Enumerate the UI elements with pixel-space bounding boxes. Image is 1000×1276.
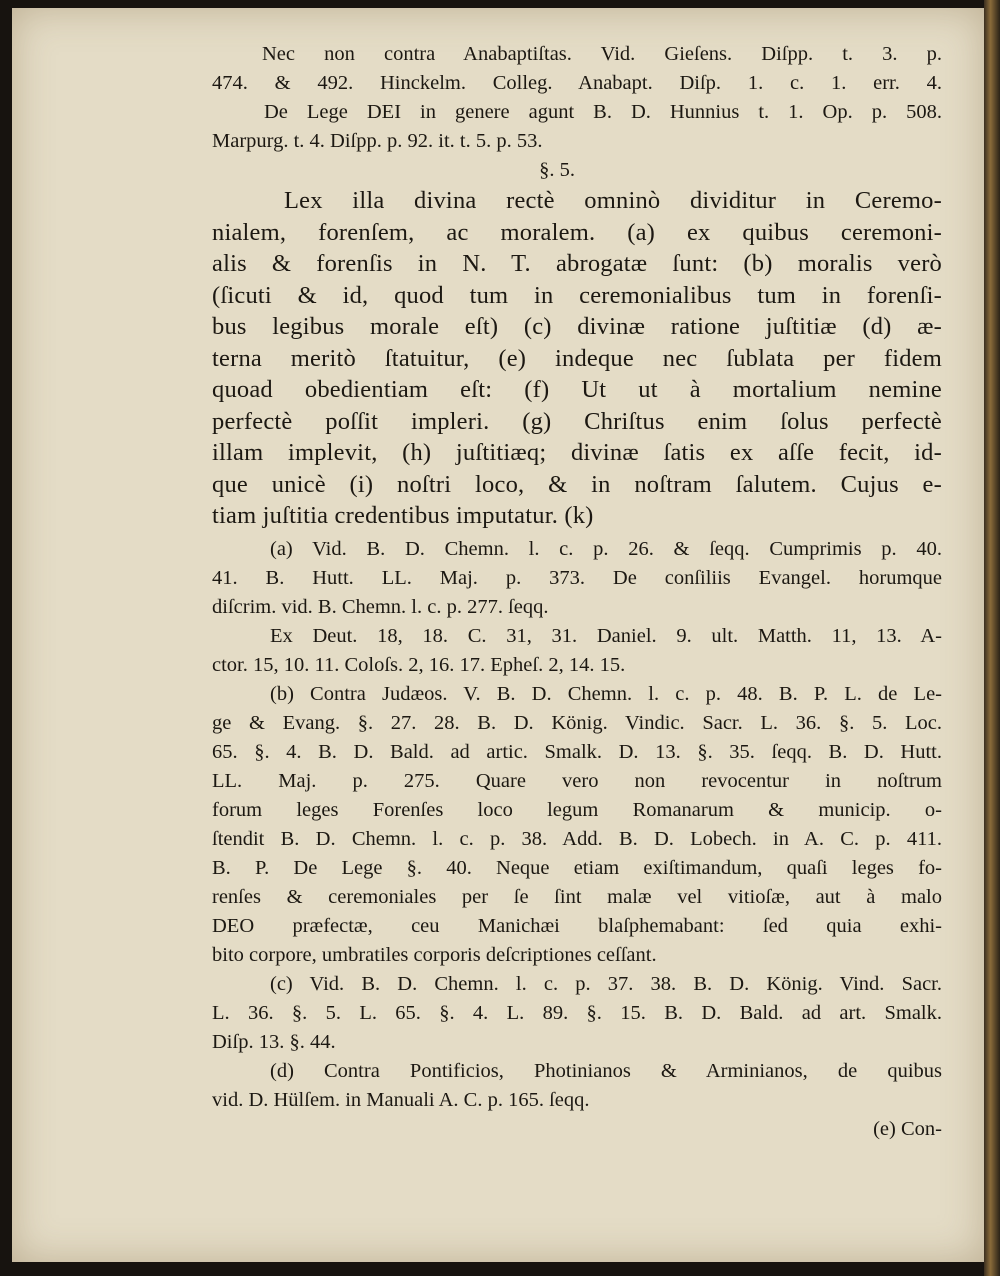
text-line: De Lege DEI in genere agunt B. D. Hunnius t. 1. Op. p. 508. [264,101,942,123]
catchword: (e) Con- [873,1117,942,1140]
text-line: alis & forenſis in N. T. abrogatæ ſunt: (b) moralis verò [212,250,942,277]
section-heading: §. 5. [539,159,575,181]
text-line: tiam juſtitia credentibus imputatur. (k) [212,502,594,529]
text-line: Nec non contra Anabaptiſtas. Vid. Gieſens. Diſpp. t. 3. p. [262,43,942,65]
text-line: terna meritò ſtatuitur, (e) indeque nec ſublata per fidem [212,344,942,372]
text-line: nialem, forenſem, ac moralem. (a) ex quibus ceremoni- [212,218,942,246]
footnote-line: (a) Vid. B. D. Chemn. l. c. p. 26. & ſeqq. Cumprimis p. 40. [270,537,942,560]
footnote-line: diſcrim. vid. B. Chemn. l. c. p. 277. ſeqq. [212,595,549,618]
footnote-line: renſes & ceremoniales per ſe ſint malæ vel vitioſæ, aut à malo [212,885,942,908]
footnote-line: ge & Evang. §. 27. 28. B. D. König. Vindic. Sacr. L. 36. §. 5. Loc. [212,711,942,734]
footnote-line: (c) Vid. B. D. Chemn. l. c. p. 37. 38. B. D. König. Vind. Sacr. [270,972,942,995]
footnote-line: (b) Contra Judæos. V. B. D. Chemn. l. c. p. 48. B. P. L. de Le- [270,682,942,705]
footnote-line: forum leges Forenſes loco legum Romanarum & municip. o- [212,798,942,821]
footnote-line: Ex Deut. 18, 18. C. 31, 31. Daniel. 9. ult. Matth. 11, 13. A- [270,624,942,647]
footnote-line: (d) Contra Pontificios, Photinianos & Arminianos, de quibus [270,1059,942,1082]
text-line: bus legibus morale eſt) (c) divinæ ratione juſtitiæ (d) æ- [212,313,942,340]
footnote-line: 65. §. 4. B. D. Bald. ad artic. Smalk. D. 13. §. 35. ſeqq. B. D. Hutt. [212,740,942,763]
text-line: 474. & 492. Hinckelm. Colleg. Anabapt. Diſp. 1. c. 1. err. 4. [212,72,942,94]
text-line: illam implevit, (h) juſtitiæq; divinæ ſatis ex aſſe fecit, id- [212,439,942,466]
footnote-line: bito corpore, umbratiles corporis deſcriptiones ceſſant. [212,943,657,966]
binding-edge [984,0,1000,1276]
footnote-line: Diſp. 13. §. 44. [212,1030,336,1053]
footnote-line: B. P. De Lege §. 40. Neque etiam exiſtimandum, quaſi leges fo- [212,856,942,879]
footnote-line: ctor. 15, 10. 11. Coloſs. 2, 16. 17. Epheſ. 2, 14. 15. [212,653,626,676]
footnote-line: ſtendit B. D. Chemn. l. c. p. 38. Add. B. D. Lobech. in A. C. p. 411. [212,827,942,850]
text-line: Marpurg. t. 4. Diſpp. p. 92. it. t. 5. p. 53. [212,130,543,152]
text-line: que unicè (i) noſtri loco, & in noſtram ſalutem. Cujus e- [212,470,942,498]
text-line: perfectè poſſit impleri. (g) Chriſtus enim ſolus perfectè [212,407,942,435]
page-text [212,40,942,1144]
text-line: (ſicuti & id, quod tum in ceremonialibus tum in forenſi- [212,281,942,309]
footnote-line: LL. Maj. p. 275. Quare vero non revocentur in noſtrum [212,769,942,792]
text-line: Lex illa divina rectè omninò dividitur in Ceremo- [284,187,942,214]
footnote-line: L. 36. §. 5. L. 65. §. 4. L. 89. §. 15. B. D. Bald. ad art. Smalk. [212,1001,942,1024]
footnote-line: vid. D. Hülſem. in Manuali A. C. p. 165. ſeqq. [212,1088,590,1111]
text-line: quoad obedientiam eſt: (f) Ut ut à mortalium nemine [212,376,942,403]
footnote-line: DEO præfectæ, ceu Manichæi blaſphemabant: ſed quia exhi- [212,914,942,937]
footnote-line: 41. B. Hutt. LL. Maj. p. 373. De conſiliis Evangel. horumque [212,566,942,589]
